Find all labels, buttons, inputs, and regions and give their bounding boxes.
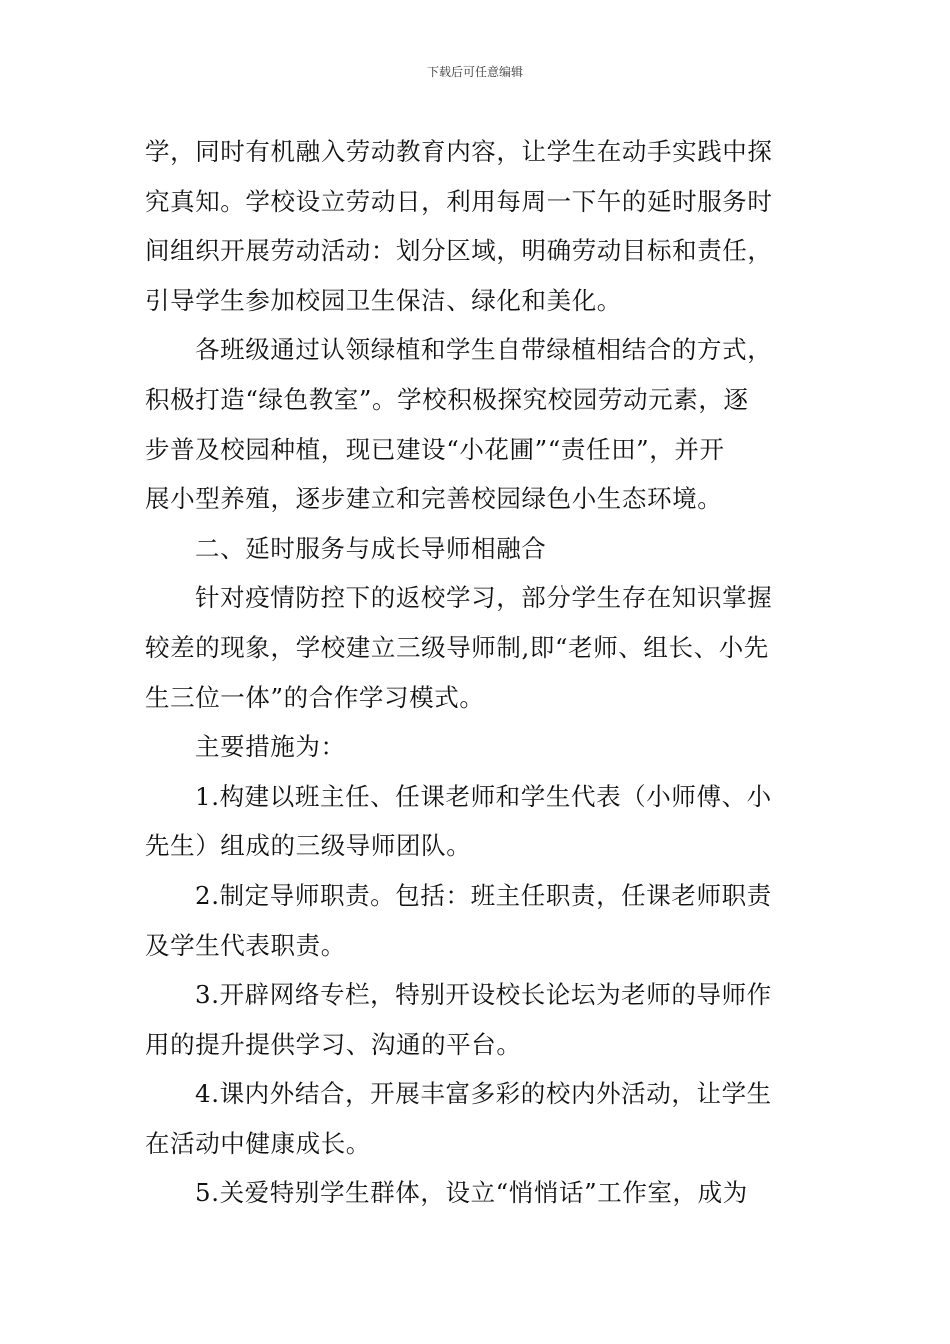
text-line: 生三位一体”的合作学习模式。 bbox=[145, 682, 485, 712]
text-line: 学，同时有机融入劳动教育内容，让学生在动手实践中探 bbox=[145, 137, 773, 166]
text-line: 及学生代表职责。 bbox=[145, 930, 346, 960]
text-line: 用的提升提供学习、沟通的平台。 bbox=[145, 1029, 522, 1059]
text-line: 针对疫情防控下的返校学习，部分学生存在知识掌握 bbox=[195, 583, 773, 613]
text-line: 步普及校园种植，现已建设“小花圃”“责任田”，并开 bbox=[145, 434, 725, 464]
text-line: 间组织开展劳动活动：划分区域，明确劳动目标和责任， bbox=[145, 236, 773, 266]
text-line: 引导学生参加校园卫生保洁、绿化和美化。 bbox=[145, 285, 622, 315]
document-body bbox=[145, 127, 810, 1218]
page-header: 下载后可任意编辑 bbox=[426, 65, 523, 79]
list-item: 3.开辟网络专栏，特别开设校长论坛为老师的导师作 bbox=[195, 980, 772, 1010]
list-item: 5.关爱特别学生群体，设立“悄悄话”工作室，成为 bbox=[195, 1178, 748, 1208]
text-line: 各班级通过认领绿植和学生自带绿植相结合的方式， bbox=[195, 335, 773, 365]
text-line: 较差的现象，学校建立三级导师制,即“老师、组长、小先 bbox=[145, 632, 769, 662]
list-item: 4.课内外结合，开展丰富多彩的校内外活动，让学生 bbox=[195, 1079, 772, 1109]
list-item: 2.制定导师职责。包括：班主任职责，任课老师职责 bbox=[195, 880, 772, 910]
text-line: 积极打造“绿色教室”。学校积极探究校园劳动元素，逐 bbox=[145, 384, 749, 414]
text-line: 在活动中健康成长。 bbox=[145, 1128, 371, 1158]
text-line: 究真知。学校设立劳动日，利用每周一下午的延时服务时 bbox=[145, 186, 773, 216]
section-heading: 二、延时服务与成长导师相融合 bbox=[195, 533, 547, 563]
list-item: 1.构建以班主任、任课老师和学生代表（小师傅、小 bbox=[195, 781, 772, 811]
text-line: 展小型养殖，逐步建立和完善校园绿色小生态环境。 bbox=[145, 484, 723, 514]
text-line: 主要措施为： bbox=[195, 732, 346, 762]
text-line: 先生）组成的三级导师团队。 bbox=[145, 831, 472, 861]
